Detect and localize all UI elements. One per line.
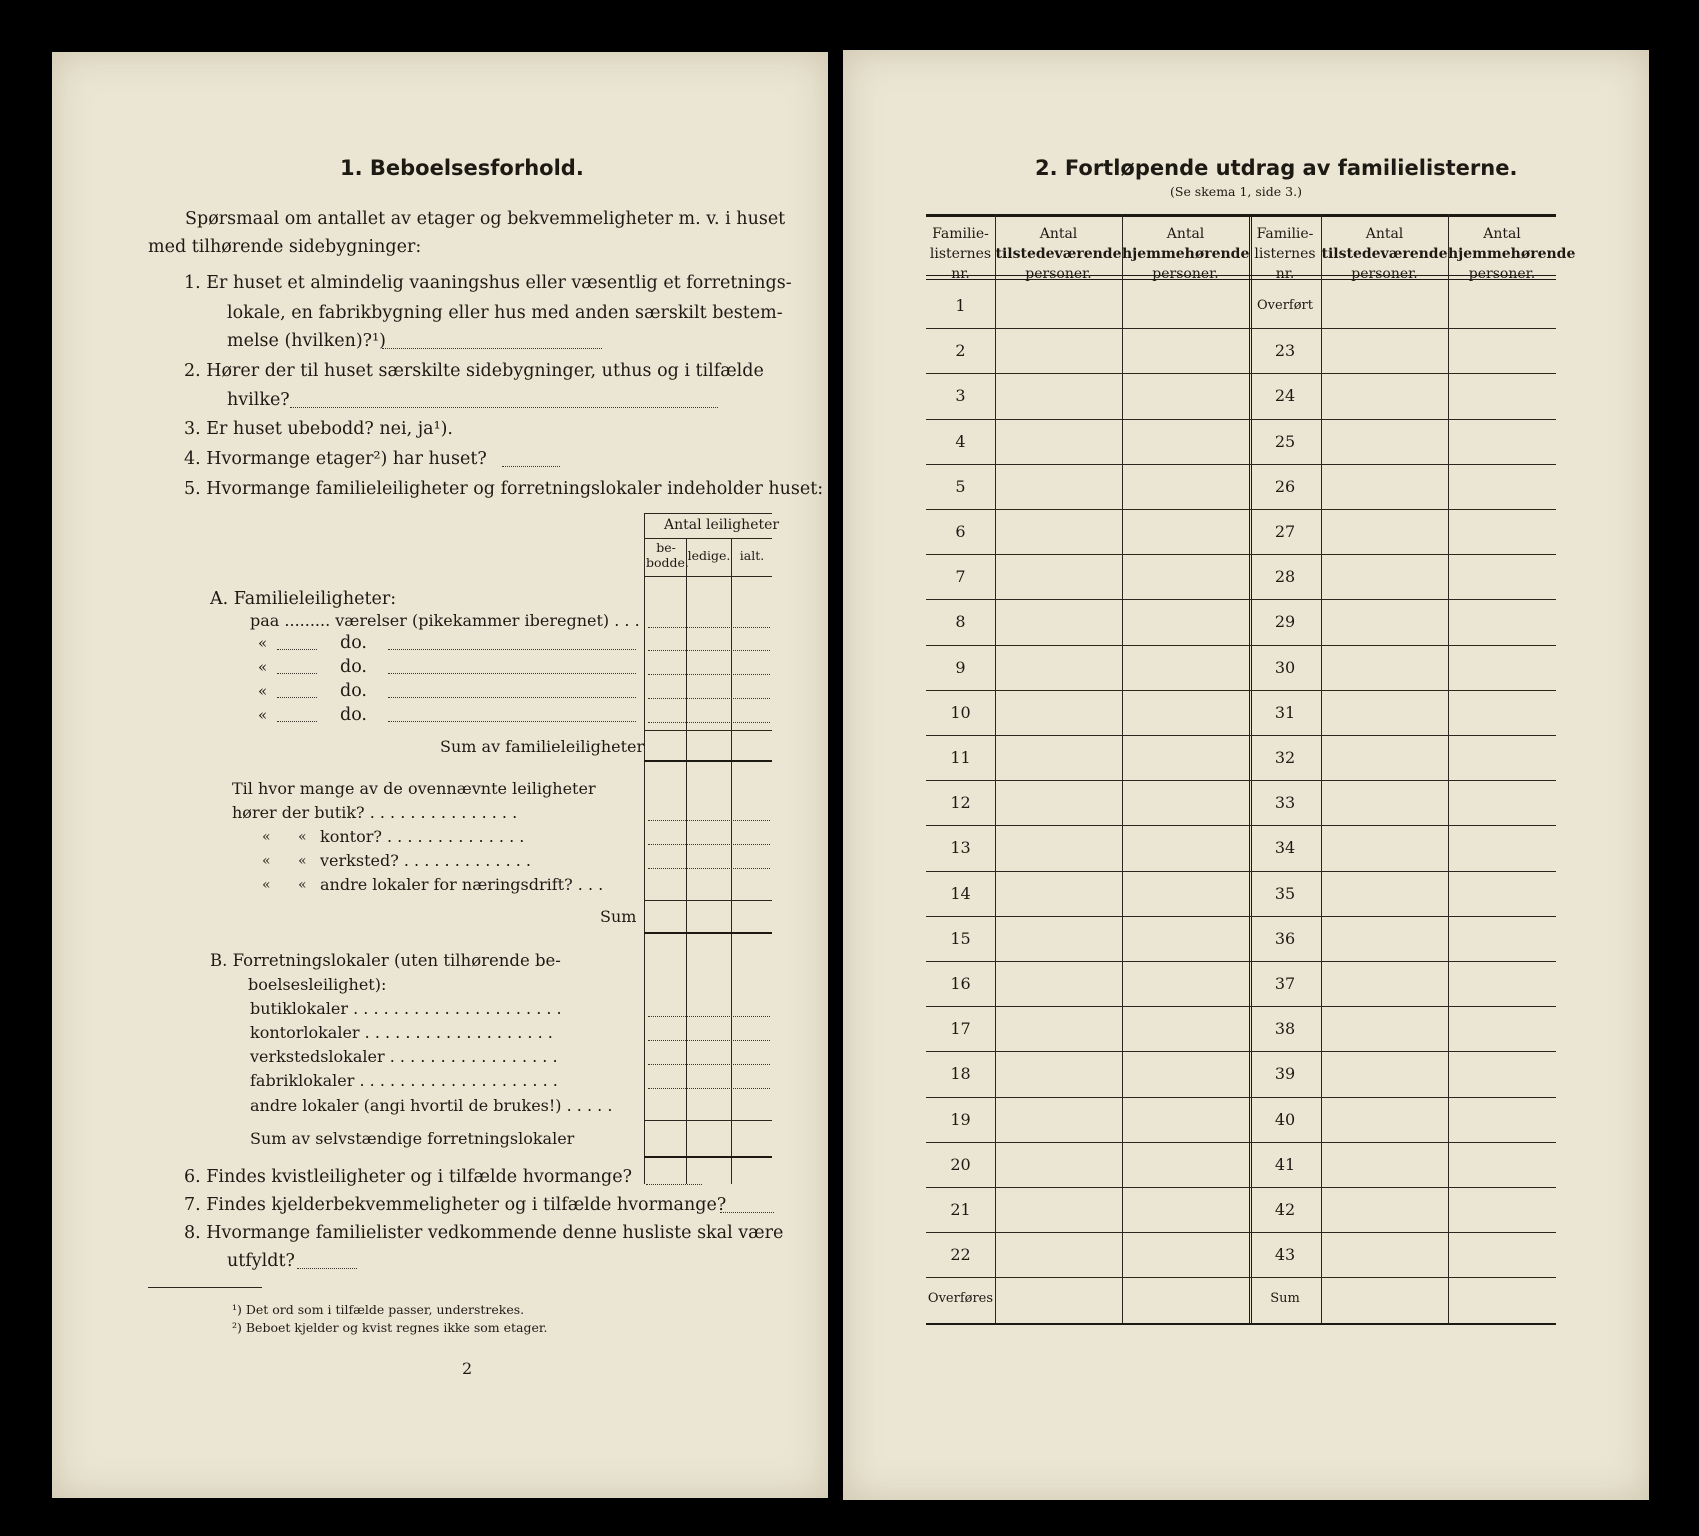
table-bottom-rule — [926, 1323, 1556, 1325]
column-header — [926, 224, 995, 284]
do-label: do. — [340, 705, 367, 725]
table-cell[interactable] — [1324, 1055, 1445, 1092]
table-row-rule — [926, 1097, 1556, 1098]
table-row-rule — [926, 1051, 1556, 1052]
do-label: do. — [340, 657, 367, 677]
column-header-line: personer. — [1152, 266, 1219, 282]
row-number-left: 11 — [950, 748, 971, 767]
table-cell[interactable] — [1451, 558, 1553, 595]
column-header — [995, 224, 1122, 284]
row-number-right: 38 — [1274, 1019, 1296, 1039]
table-cell[interactable] — [1324, 829, 1445, 866]
row-number-right: 25 — [1274, 431, 1296, 451]
table-header-line — [644, 576, 772, 577]
column-header-line: Familie- — [932, 226, 989, 242]
row-number-right: 23 — [1274, 341, 1296, 361]
row-number-right: 26 — [1274, 476, 1296, 496]
row-number-right: 36 — [1274, 928, 1296, 948]
table-row-rule — [926, 1006, 1556, 1007]
table-row-rule — [926, 871, 1556, 872]
column-header — [1249, 224, 1321, 284]
b-row-2: kontorlokaler . . . . . . . . . . . . . . . . . . . — [250, 1023, 553, 1042]
table-row-rule — [926, 554, 1556, 555]
row-number-left: 19 — [950, 1109, 971, 1129]
table-row-rule — [926, 735, 1556, 736]
question-2-line-2: hvilke? — [227, 390, 290, 410]
table-cell[interactable] — [1451, 739, 1553, 776]
table-cell[interactable] — [1324, 739, 1445, 776]
sum-a-bottom-line — [644, 760, 772, 762]
section-b-line-2: boelsesleilighet): — [248, 975, 387, 994]
answer-line-q2[interactable] — [290, 407, 718, 408]
table-cell[interactable] — [1324, 1191, 1445, 1228]
table-cell[interactable] — [998, 468, 1119, 505]
footer-cell[interactable] — [1324, 1281, 1445, 1318]
table-cell[interactable] — [1125, 1191, 1246, 1228]
question-2-line-1: 2. Hører der til huset særskilte sidebygninger, uthus og i tilfælde — [184, 361, 764, 381]
table-cell[interactable] — [1125, 875, 1246, 912]
row-number-left: 8 — [955, 612, 966, 632]
table-cell[interactable] — [1451, 1146, 1553, 1183]
b-row-5: andre lokaler (angi hvortil de brukes!) . . . . . — [250, 1096, 613, 1115]
shops-intro: Til hvor mange av de ovennævnte leiligheter — [232, 779, 596, 798]
table-cell[interactable] — [1125, 332, 1246, 369]
table-row-rule — [926, 1277, 1556, 1278]
table-cell[interactable] — [1451, 468, 1553, 505]
b-row-3: verkstedslokaler . . . . . . . . . . . . . . . . . — [250, 1047, 558, 1066]
question-4: 4. Hvormange etager²) har huset? — [184, 449, 487, 469]
column-header — [1321, 224, 1448, 284]
row-number-left: 12 — [950, 793, 971, 813]
leader-dots — [388, 673, 636, 674]
table-cell[interactable] — [1125, 784, 1246, 821]
table-row-rule — [926, 961, 1556, 962]
table-col-divider — [1122, 214, 1123, 1323]
sum-shop-top-line — [644, 900, 772, 901]
row-number-right: 27 — [1274, 522, 1296, 541]
table-row-rule — [926, 373, 1556, 374]
shop-row-2-cells[interactable] — [648, 844, 770, 845]
question-8-line-2: utfyldt? — [227, 1251, 295, 1271]
do-label: do. — [340, 681, 367, 701]
col-ledige-header: ledige. — [687, 548, 731, 563]
row-number-left: 1 — [955, 296, 966, 315]
table-cell[interactable] — [998, 1055, 1119, 1092]
sum-a-top-line — [644, 730, 772, 731]
table-cell[interactable] — [1125, 829, 1246, 866]
column-header-line: Antal — [1483, 226, 1521, 242]
table-cell[interactable] — [1451, 694, 1553, 731]
row-number-left: 2 — [955, 341, 966, 361]
table-row-rule — [926, 780, 1556, 781]
table-cell[interactable] — [1324, 784, 1445, 821]
row-number-right: 42 — [1274, 1200, 1296, 1219]
b-row-4: fabriklokaler . . . . . . . . . . . . . . . . . . . . — [250, 1071, 558, 1090]
row-number-left: 20 — [950, 1154, 971, 1174]
column-header-line: personer. — [1351, 266, 1418, 282]
ditto-mark: « — [262, 853, 271, 869]
question-1-line-2: lokale, en fabrikbygning eller hus med anden særskilt bestem- — [227, 303, 783, 323]
footer-cell[interactable] — [1125, 1281, 1246, 1318]
room-count-line[interactable] — [277, 721, 317, 722]
row-number-left: 5 — [955, 476, 966, 496]
table-row-rule — [926, 690, 1556, 691]
table-cell[interactable] — [998, 558, 1119, 595]
b-row-1-cells[interactable] — [648, 1016, 770, 1017]
ditto-mark: « — [262, 877, 271, 893]
b-row-3-cells[interactable] — [648, 1064, 770, 1065]
ditto-mark: « — [258, 634, 268, 652]
col-group-line — [644, 538, 772, 539]
row-number-right: 32 — [1274, 748, 1296, 767]
table-cell[interactable] — [998, 965, 1119, 1002]
footer-sum-label: Sum — [1270, 1291, 1300, 1307]
ditto-mark: « — [298, 829, 307, 845]
answer-line-q7[interactable] — [720, 1212, 774, 1213]
row-number-right: 41 — [1274, 1154, 1296, 1174]
row-a4-cells[interactable] — [648, 698, 770, 699]
footnote-1: ¹) Det ord som i tilfælde passer, understrekes. — [232, 1302, 525, 1317]
section-2-title: 2. Fortløpende utdrag av familielisterne. — [1035, 156, 1518, 180]
row-a2-cells[interactable] — [648, 650, 770, 651]
row-number-left: 13 — [950, 838, 971, 858]
footnote-separator — [148, 1287, 262, 1288]
row-number-left: 3 — [955, 386, 966, 406]
section-b-line-1: B. Forretningslokaler (uten tilhørende be- — [210, 951, 561, 970]
table-cell[interactable] — [998, 1236, 1119, 1273]
table-row-rule — [926, 1142, 1556, 1143]
table-cell[interactable] — [998, 513, 1119, 550]
sum-b-bottom-line — [644, 1156, 772, 1158]
row-number-left: 16 — [950, 974, 971, 993]
row-number-right: 31 — [1274, 702, 1296, 722]
table-cell[interactable] — [1324, 875, 1445, 912]
column-header — [1448, 224, 1576, 284]
table-cell[interactable] — [998, 920, 1119, 957]
column-header-line: tilstedeværende — [995, 246, 1122, 262]
question-6: 6. Findes kvistleiligheter og i tilfælde hvormange? — [184, 1167, 632, 1187]
answer-line-q4[interactable] — [502, 466, 560, 467]
leader-dots — [388, 721, 636, 722]
ditto-mark: « — [298, 853, 307, 869]
shop-row-1: hører der butik? . . . . . . . . . . . . . . . — [232, 803, 518, 822]
table-cell[interactable] — [1324, 558, 1445, 595]
row-number-right: 37 — [1274, 974, 1296, 993]
row-number-left: 9 — [955, 657, 966, 677]
table-cell[interactable] — [1451, 513, 1553, 550]
table-cell[interactable] — [998, 784, 1119, 821]
answer-line-q1[interactable] — [382, 348, 602, 349]
row-number-left: 10 — [950, 702, 971, 722]
col-ialt-header: ialt. — [739, 548, 765, 563]
table-cell[interactable] — [998, 875, 1119, 912]
do-label: do. — [340, 633, 367, 653]
table-cell[interactable] — [998, 1101, 1119, 1138]
table-cell[interactable] — [1451, 1010, 1553, 1047]
table-cell[interactable] — [1451, 875, 1553, 912]
row-number-right: 33 — [1274, 793, 1296, 813]
left-page — [52, 52, 828, 1498]
shop-row-1-cells[interactable] — [648, 820, 770, 821]
table-cell[interactable] — [1125, 920, 1246, 957]
row-number-left: 15 — [950, 928, 971, 948]
row-number-right: 34 — [1274, 838, 1296, 858]
row-number-left: 6 — [955, 522, 966, 541]
table-cell[interactable] — [1125, 694, 1246, 731]
table-cell[interactable] — [998, 1010, 1119, 1047]
table-cell[interactable] — [1324, 377, 1445, 414]
table-cell[interactable] — [1324, 965, 1445, 1002]
room-count-line[interactable] — [277, 697, 317, 698]
column-header-line: listernes — [929, 246, 992, 262]
question-5: 5. Hvormange familieleiligheter og forretningslokaler indeholder huset: — [184, 479, 824, 499]
column-header-line: hjemmehørende — [1122, 246, 1250, 262]
table-cell[interactable] — [1451, 1191, 1553, 1228]
column-header-line: tilstedeværende — [1321, 246, 1448, 262]
table-row-rule — [926, 645, 1556, 646]
column-header-line: nr. — [1275, 266, 1295, 282]
table-cell[interactable] — [1451, 1101, 1553, 1138]
table-cell[interactable] — [1451, 784, 1553, 821]
table-cell[interactable] — [1324, 694, 1445, 731]
table-cell[interactable] — [1324, 513, 1445, 550]
row-number-right: 28 — [1274, 567, 1296, 587]
row-number-right: Overført — [1257, 298, 1313, 313]
question-7: 7. Findes kjelderbekvemmeligheter og i tilfælde hvormange? — [184, 1195, 727, 1215]
row-a1-cells[interactable] — [648, 627, 770, 628]
table-col-divider — [1448, 214, 1449, 1323]
table-cell[interactable] — [998, 829, 1119, 866]
table-cell[interactable] — [998, 423, 1119, 460]
section-a-title: A. Familieleiligheter: — [210, 589, 397, 609]
table-cell[interactable] — [998, 603, 1119, 640]
col-group-header: Antal leiligheter — [664, 517, 780, 533]
table-cell[interactable] — [998, 377, 1119, 414]
col-bebodde-header: be- bodde. — [646, 540, 689, 570]
question-1-line-3: melse (hvilken)?¹) — [227, 331, 386, 351]
intro-line-2: med tilhørende sidebygninger: — [148, 237, 422, 257]
table-cell[interactable] — [1324, 423, 1445, 460]
family-list-table — [843, 50, 1649, 1500]
column-header-line: Antal — [1365, 226, 1404, 242]
table-cell[interactable] — [1125, 739, 1246, 776]
shop-row-4: andre lokaler for næringsdrift? . . . — [320, 875, 604, 894]
row-a3-cells[interactable] — [648, 674, 770, 675]
table-cell[interactable] — [1451, 603, 1553, 640]
b-row-4-cells[interactable] — [648, 1088, 770, 1089]
table-cell[interactable] — [1125, 965, 1246, 1002]
row-number-left: 14 — [950, 883, 971, 903]
section-1-title: 1. Beboelsesforhold. — [340, 156, 584, 180]
table-cell[interactable] — [1125, 1055, 1246, 1092]
table-col-divider — [995, 214, 996, 1323]
table-cell[interactable] — [998, 694, 1119, 731]
table-row-rule — [926, 825, 1556, 826]
column-header-line: Antal — [1039, 226, 1078, 242]
table-cell[interactable] — [998, 1146, 1119, 1183]
row-number-right: 39 — [1274, 1064, 1296, 1084]
column-header-line: hjemmehørende — [1448, 246, 1576, 262]
row-number-right: 35 — [1274, 883, 1296, 903]
table-cell[interactable] — [1125, 1010, 1246, 1047]
footer-cell[interactable] — [1451, 1281, 1553, 1318]
table-cell[interactable] — [1324, 1146, 1445, 1183]
question-1-line-1: 1. Er huset et almindelig vaaningshus eller væsentlig et forretnings- — [184, 273, 792, 293]
table-cell[interactable] — [998, 332, 1119, 369]
table-cell[interactable] — [998, 739, 1119, 776]
table-cell[interactable] — [1125, 558, 1246, 595]
table-cell[interactable] — [1125, 468, 1246, 505]
table-cell[interactable] — [1451, 649, 1553, 686]
table-cell[interactable] — [1125, 1236, 1246, 1273]
shop-row-3: verksted? . . . . . . . . . . . . . — [320, 851, 532, 870]
answer-line-q6[interactable] — [646, 1184, 702, 1185]
column-header-line: personer. — [1468, 266, 1536, 282]
table-cell[interactable] — [998, 287, 1119, 324]
table-row-rule — [926, 599, 1556, 600]
row-number-right: 30 — [1274, 657, 1296, 677]
table-cell[interactable] — [1324, 1010, 1445, 1047]
sum-shop-bottom-line — [644, 932, 772, 934]
room-count-line[interactable] — [277, 649, 317, 650]
table-cell[interactable] — [1451, 287, 1553, 324]
row-number-left: 17 — [950, 1019, 971, 1039]
row-number-left: 18 — [950, 1064, 971, 1084]
sum-shop-label: Sum — [600, 907, 637, 926]
table-cell[interactable] — [1451, 965, 1553, 1002]
intro-line-1: Spørsmaal om antallet av etager og bekvemmeligheter m. v. i huset — [185, 209, 786, 229]
column-header-line: personer. — [1025, 266, 1092, 282]
row-number-left: 4 — [955, 431, 966, 451]
page-number: 2 — [462, 1359, 473, 1378]
row-a1-label: paa ......... værelser (pikekammer iberegnet) . . . — [250, 611, 640, 630]
footnote-2: ²) Beboet kjelder og kvist regnes ikke som etager. — [232, 1320, 548, 1335]
table-cell[interactable] — [1451, 1055, 1553, 1092]
leader-dots — [388, 697, 636, 698]
shop-row-2: kontor? . . . . . . . . . . . . . . — [320, 827, 525, 846]
footer-carry-forward-label: Overføres — [927, 1291, 994, 1307]
table-top-line — [644, 513, 772, 514]
table-col-divider — [1321, 214, 1322, 1323]
table-row-rule — [926, 328, 1556, 329]
table-cell[interactable] — [1451, 1236, 1553, 1273]
table-cell[interactable] — [1125, 1101, 1246, 1138]
table-cell[interactable] — [1451, 423, 1553, 460]
table-row-rule — [926, 1187, 1556, 1188]
ditto-mark: « — [258, 706, 268, 724]
ditto-mark: « — [262, 829, 271, 845]
question-8-line-1: 8. Hvormange familielister vedkommende denne husliste skal være — [184, 1223, 784, 1243]
row-number-right: 24 — [1274, 386, 1296, 406]
table-cell[interactable] — [1125, 649, 1246, 686]
table-cell[interactable] — [1451, 920, 1553, 957]
question-3: 3. Er huset ubebodd? nei, ja¹). — [184, 419, 453, 439]
table-cell[interactable] — [1125, 377, 1246, 414]
row-a5-cells[interactable] — [648, 722, 770, 723]
table-cell[interactable] — [1125, 1146, 1246, 1183]
table-row-rule — [926, 419, 1556, 420]
row-number-left: 7 — [955, 567, 966, 587]
table-cell[interactable] — [998, 649, 1119, 686]
table-row-rule — [926, 464, 1556, 465]
table-row-rule — [926, 1232, 1556, 1233]
column-header-line: Antal — [1166, 226, 1205, 242]
table-cell[interactable] — [1324, 649, 1445, 686]
shop-row-3-cells[interactable] — [648, 868, 770, 869]
column-header-line: Familie- — [1256, 226, 1314, 242]
ditto-mark: « — [298, 877, 307, 893]
sum-b-label: Sum av selvstændige forretningslokaler — [250, 1129, 575, 1148]
table-cell[interactable] — [1125, 603, 1246, 640]
column-header-line: nr. — [951, 266, 970, 282]
table-row-rule — [926, 916, 1556, 917]
table-top-rule — [926, 214, 1556, 217]
right-page — [843, 50, 1649, 1500]
sum-a-label: Sum av familieleiligheter — [440, 737, 645, 756]
table-cell[interactable] — [1125, 513, 1246, 550]
leader-dots — [388, 649, 636, 650]
section-2-subtitle: (Se skema 1, side 3.) — [1170, 184, 1302, 199]
room-count-line[interactable] — [277, 673, 317, 674]
table-cell[interactable] — [1451, 829, 1553, 866]
table-cell[interactable] — [1451, 332, 1553, 369]
table-cell[interactable] — [1324, 1101, 1445, 1138]
table-cell[interactable] — [1324, 1236, 1445, 1273]
row-number-left: 22 — [950, 1245, 971, 1265]
table-cell[interactable] — [1324, 287, 1445, 324]
row-number-right: 40 — [1274, 1109, 1296, 1129]
b-row-1: butiklokaler . . . . . . . . . . . . . . . . . . . . . — [250, 999, 562, 1018]
column-header-line: listernes — [1254, 246, 1316, 262]
table-cell[interactable] — [1324, 920, 1445, 957]
ditto-mark: « — [258, 682, 268, 700]
row-number-right: 29 — [1274, 612, 1296, 632]
table-cell[interactable] — [1125, 287, 1246, 324]
column-header — [1122, 224, 1249, 284]
table-cell[interactable] — [1324, 468, 1445, 505]
footer-cell[interactable] — [998, 1281, 1119, 1318]
row-number-right: 43 — [1274, 1245, 1296, 1265]
table-cell[interactable] — [1125, 423, 1246, 460]
sum-b-top-line — [644, 1120, 772, 1121]
table-cell[interactable] — [998, 1191, 1119, 1228]
b-row-2-cells[interactable] — [648, 1040, 770, 1041]
table-left-border — [644, 513, 645, 1184]
table-cell[interactable] — [1451, 377, 1553, 414]
table-cell[interactable] — [1324, 603, 1445, 640]
ditto-mark: « — [258, 658, 268, 676]
row-number-left: 21 — [950, 1200, 971, 1219]
table-row-rule — [926, 509, 1556, 510]
answer-line-q8[interactable] — [297, 1268, 357, 1269]
table-cell[interactable] — [1324, 332, 1445, 369]
